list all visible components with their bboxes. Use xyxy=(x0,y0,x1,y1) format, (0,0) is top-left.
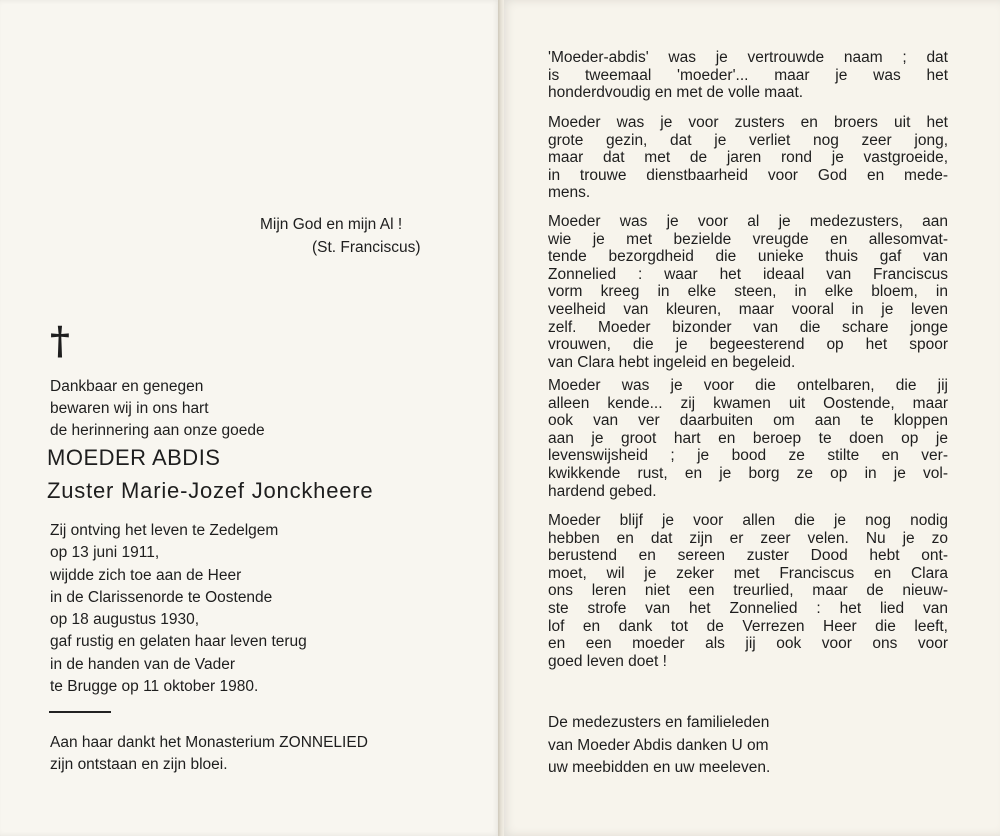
bio-line: op 18 augustus 1930, xyxy=(50,611,200,629)
cross-icon: † xyxy=(50,318,70,363)
para-line: van Clara hebt ingeleid en begeleid. xyxy=(548,353,796,371)
para-line: alleen kende... zij kwamen uit Oostende, maar xyxy=(548,394,948,412)
para-line: moet, wil je zeker met Franciscus en Clara xyxy=(548,564,948,582)
title-moeder-abdis: MOEDER ABDIS xyxy=(47,445,221,470)
bio-line: in de Clarissenorde te Oostende xyxy=(50,588,273,606)
para-line: vrouwen, die je begeesterend op het spoor xyxy=(548,336,948,354)
signature-line: uw meebidden en uw meeleven. xyxy=(548,759,771,776)
para-line: in trouwe dienstbaarheid voor God en mede- xyxy=(548,166,948,184)
para-line: wie je met bezielde vreugde en allesomvat- xyxy=(548,230,948,248)
para-line: kwikkende rust, en je borg ze op in je vol- xyxy=(548,464,948,482)
title-name: Zuster Marie-Jozef Jonckheere xyxy=(47,478,374,503)
paragraph-2 xyxy=(548,114,948,202)
para-line: hebben en dat zijn er zeer velen. Nu je zo xyxy=(548,529,948,547)
para-line: ons leren niet een treurlied, maar de nieuw- xyxy=(548,582,948,600)
para-line: lof en dank tot de Verrezen Heer die leeft, xyxy=(548,617,948,635)
para-line: veelheid van kleuren, maar vooral in je leven xyxy=(548,300,948,318)
divider xyxy=(49,711,111,713)
intro-line: bewaren wij in ons hart xyxy=(50,400,209,417)
para-line: goed leven doet ! xyxy=(548,652,667,670)
para-line: mens. xyxy=(548,184,591,202)
closing-line: Aan haar dankt het Monasterium ZONNELIED xyxy=(50,734,368,751)
para-line: Moeder was je voor al je medezusters, aan xyxy=(548,213,948,230)
para-line: aan je groot hart en beroep te doen op je xyxy=(548,429,948,447)
para-line: berustend en sereen zuster Dood hebt ont- xyxy=(548,547,948,565)
page-fold xyxy=(498,0,504,836)
biography xyxy=(50,520,307,698)
para-line: honderdvoudig en met de volle maat. xyxy=(548,84,804,102)
para-line: tende bezorgdheid die unieke thuis gaf van xyxy=(548,248,948,266)
motto xyxy=(260,213,460,259)
paragraph-5 xyxy=(548,512,948,670)
para-line: ook van ver daarbuiten om aan te kloppen xyxy=(548,412,948,430)
para-line: vorm kreeg in elke steen, in elke bloem, in xyxy=(548,283,948,301)
paragraph-1 xyxy=(548,49,948,102)
signature-text xyxy=(548,712,770,780)
para-line: 'Moeder-abdis' was je vertrouwde naam ; dat xyxy=(548,49,948,66)
para-line: Moeder was je voor zusters en broers uit het xyxy=(548,114,948,131)
bio-line: gaf rustig en gelaten haar leven terug xyxy=(50,633,307,651)
closing-text xyxy=(50,732,368,776)
para-line: levenswijsheid ; je bood ze stilte en ver- xyxy=(548,447,948,465)
paragraph-3 xyxy=(548,213,948,371)
para-line: Moeder blijf je voor allen die je nog nodig xyxy=(548,512,948,529)
bio-line: in de handen van de Vader xyxy=(50,655,236,673)
signature-line: van Moeder Abdis danken U om xyxy=(548,736,769,754)
para-line: maar dat met de jaren rond je vastgroeide, xyxy=(548,149,948,167)
closing-line: zijn ontstaan en zijn bloei. xyxy=(50,756,228,773)
signature-line: De medezusters en familieleden xyxy=(548,714,770,731)
para-line: grote gezin, dat je verliet nog zeer jong, xyxy=(548,131,948,149)
intro-text xyxy=(50,376,265,442)
bio-line: Zij ontving het leven te Zedelgem xyxy=(50,522,279,539)
para-line: Zonnelied : waar het ideaal van Franciscus xyxy=(548,265,948,283)
paragraph-4 xyxy=(548,377,948,500)
para-line: hardend gebed. xyxy=(548,482,657,500)
para-line: zelf. Moeder bizonder van die schare jonge xyxy=(548,318,948,336)
intro-line: Dankbaar en genegen xyxy=(50,378,204,395)
para-line: en een moeder als jij ook voor ons voor xyxy=(548,635,948,653)
bio-line: wijdde zich toe aan de Heer xyxy=(50,566,242,584)
motto-line: Mijn God en mijn Al ! xyxy=(260,216,403,233)
para-line: Moeder was je voor die ontelbaren, die jij xyxy=(548,377,948,394)
para-line: ste strofe van het Zonnelied : het lied van xyxy=(548,599,948,617)
bio-line: te Brugge op 11 oktober 1980. xyxy=(50,678,259,696)
para-line: is tweemaal 'moeder'... maar je was het xyxy=(548,66,948,84)
intro-line: de herinnering aan onze goede xyxy=(50,422,265,439)
bio-line: op 13 juni 1911, xyxy=(50,544,160,562)
motto-attribution: (St. Franciscus) xyxy=(312,239,421,256)
